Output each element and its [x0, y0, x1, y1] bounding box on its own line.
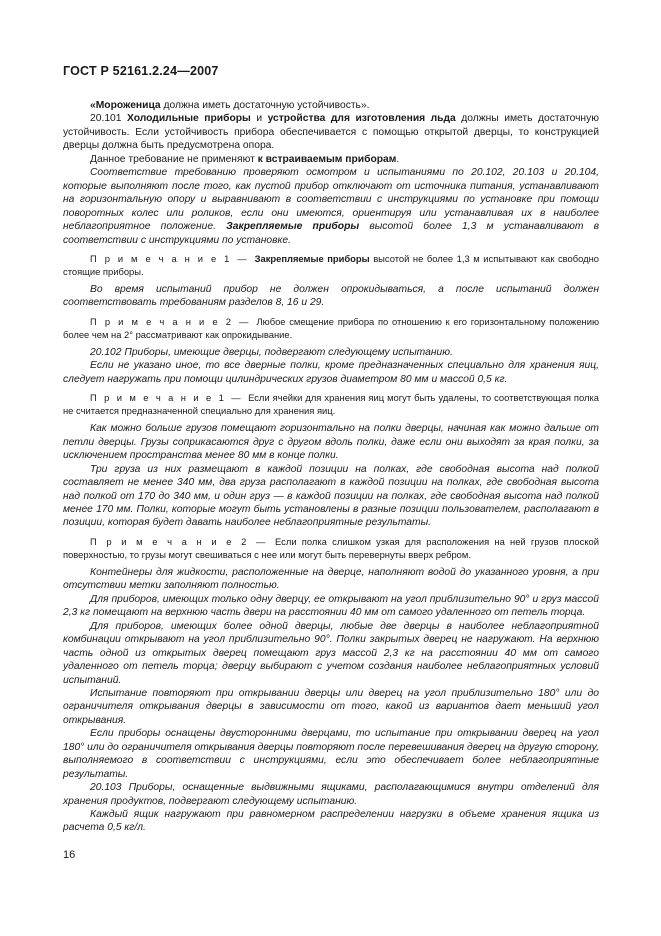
note-label: П р и м е ч а н и е 1 —	[90, 252, 255, 264]
paragraph-no-tipping: Во время испытаний прибор не должен опрокидываться, а после испытаний должен соответствовать требованиям разделов 8, 16 и 29.	[63, 283, 599, 309]
paragraph-loads-height: Три груза из них размещают в каждой позиции на полках, где свободная высота над полкой составляет не менее 340 мм, два груза располагают в каждой позиции на полках, где свободная высота над полкой от 170 до 340 мм, и один груз — в каждой позиции на полках, где свободная высота над полкой менее 170 мм. Полки, которые могут быть установлены в разные позиции пользователем, располагают в позиции, которая будет давать наиболее неблагоприятные результаты.	[63, 463, 599, 529]
paragraph-compliance-check	[63, 166, 599, 247]
text: высотой не более 1,3 м испытывают как свободно стоящие приборы.	[63, 252, 599, 277]
paragraph-door-shelves: Если не указано иное, то все дверные полки, кроме предназначенных специально для хранения яиц, следует нагружать при помощи цилиндрических грузов диаметром 80 мм и массой 0,5 кг.	[63, 360, 599, 385]
paragraph-ice-cream-maker	[63, 99, 599, 112]
paragraph-drawer-load: Каждый ящик нагружают при равномерном распределении нагрузки в объеме хранения ящика из расчета 0,5 кг/л.	[63, 809, 599, 834]
term-fixed-appliances: Закрепляемые приборы	[254, 252, 370, 264]
document-header: ГОСТ Р 52161.2.24—2007	[63, 64, 219, 78]
note-label: П р и м е ч а н и е 2 —	[90, 535, 276, 547]
paragraph-loads-placement: Как можно больше грузов помещают горизонтально на полки дверцы, начиная как можно дальше от петли дверцы. Грузы соприкасаются друг с другом вдоль полки, даже если они выходят за края полки, за исключением пространства менее 80 мм в конце полки.	[63, 423, 599, 462]
text: Соответствие требованию проверяют осмотром и испытаниями по 20.102, 20.103 и 20.104, которые выполняют после того, как пустой прибор отключают от источника питания, устанавливают на горизонтальную опору и выравнивают в соответствии с инструкциями по установке при помощи поворотных колес или роликов, если они имеются, ориентируя или устанавливая их в наиболее неблагоприятное положение.	[63, 167, 599, 233]
term-ice-makers: устройства для изготовления льда	[267, 113, 456, 125]
term-ice-cream-maker: «Мороженица	[90, 100, 161, 111]
text: Если полка слишком узкая для расположения на ней грузов плоской поверхностью, то грузы могут свешиваться с нее или могут быть перевернуты вверх ребром.	[63, 535, 599, 560]
note-3	[63, 391, 599, 417]
text: Если ячейки для хранения яиц могут быть удалены, то соответствующая полка не считается предназначенной специально для хранения яиц.	[63, 392, 599, 417]
text: .	[396, 153, 400, 165]
paragraph-builtin-exclusion	[63, 153, 599, 166]
note-2	[63, 315, 599, 341]
text: и	[250, 113, 268, 125]
note-label: П р и м е ч а н и е 1 —	[90, 392, 249, 404]
paragraph-multiple-doors: Для приборов, имеющих более одной дверцы, любые две дверцы в наиболее неблагоприятной комбинации открывают на угол приблизительно 90°. Полки закрытых дверец не нагружают. На верхнюю часть одной из открытых дверец помещают груз массой 2,3 кг на расстоянии 40 мм от самого удаленного от петель торца; дверцу выбирают с учетом создания наиболее неблагоприятных условий испытаний.	[63, 620, 599, 686]
text: Любое смещение прибора по отношению к его горизонтальному положению более чем на 2° рассматривают как опрокидывание.	[63, 315, 599, 340]
clause-20-102: 20.102 Приборы, имеющие дверцы, подвергают следующему испытанию.	[90, 346, 453, 358]
text: Данное требование не применяют	[90, 153, 258, 165]
paragraph-reversible-doors: Если приборы оснащены двусторонними дверцами, то испытание при открывании дверец на угол 180° или до ограничителя открывания дверцы повторяют после перевешивания дверец на другую сторону, выполняемого в соответствии с инструкциями, если это обеспечивает более неблагоприятные результаты.	[63, 728, 599, 780]
note-label: П р и м е ч а н и е 2 —	[90, 315, 257, 327]
page-body	[63, 99, 599, 835]
note-4	[63, 535, 599, 561]
paragraph-180-degrees: Испытание повторяют при открывании дверцы или дверец на угол приблизительно 180° или до ограничителя открывания дверцы в зависимости от того, какой из вариантов дает меньший угол открывания.	[63, 687, 599, 726]
clause-20-101	[63, 112, 599, 152]
note-1	[63, 252, 599, 278]
page-number: 16	[63, 849, 76, 861]
clause-20-103: 20.103 Приборы, оснащенные выдвижными ящиками, располагающимися внутри отделений для хранения продуктов, подвергают следующему испытанию.	[63, 782, 599, 807]
term-fixed-appliances: Закрепляемые приборы	[226, 221, 360, 233]
text: должна иметь достаточную устойчивость».	[160, 100, 370, 111]
term-refrigerators: Холодильные приборы	[126, 113, 251, 125]
clause-number: 20.101	[90, 113, 127, 125]
text: высотой более 1,3 м устанавливают в соответствии с инструкциями по установке.	[63, 221, 599, 246]
paragraph-liquid-containers: Контейнеры для жидкости, расположенные на дверце, наполняют водой до указанного уровня, а при отсутствии метки заполняют полностью.	[63, 566, 599, 592]
paragraph-single-door: Для приборов, имеющих только одну дверцу, ее открывают на угол приблизительно 90° и груз массой 2,3 кг помещают на верхнюю часть двери на расстоянии 40 мм от самого удаленного от петель торца.	[63, 593, 599, 619]
text: должны иметь достаточную устойчивость. Если устойчивость прибора обеспечивается с помощью открытой дверцы, то конструкцией дверцы должна быть предусмотрена опора.	[63, 113, 599, 152]
term-builtin: к встраиваемым приборам	[257, 153, 397, 165]
